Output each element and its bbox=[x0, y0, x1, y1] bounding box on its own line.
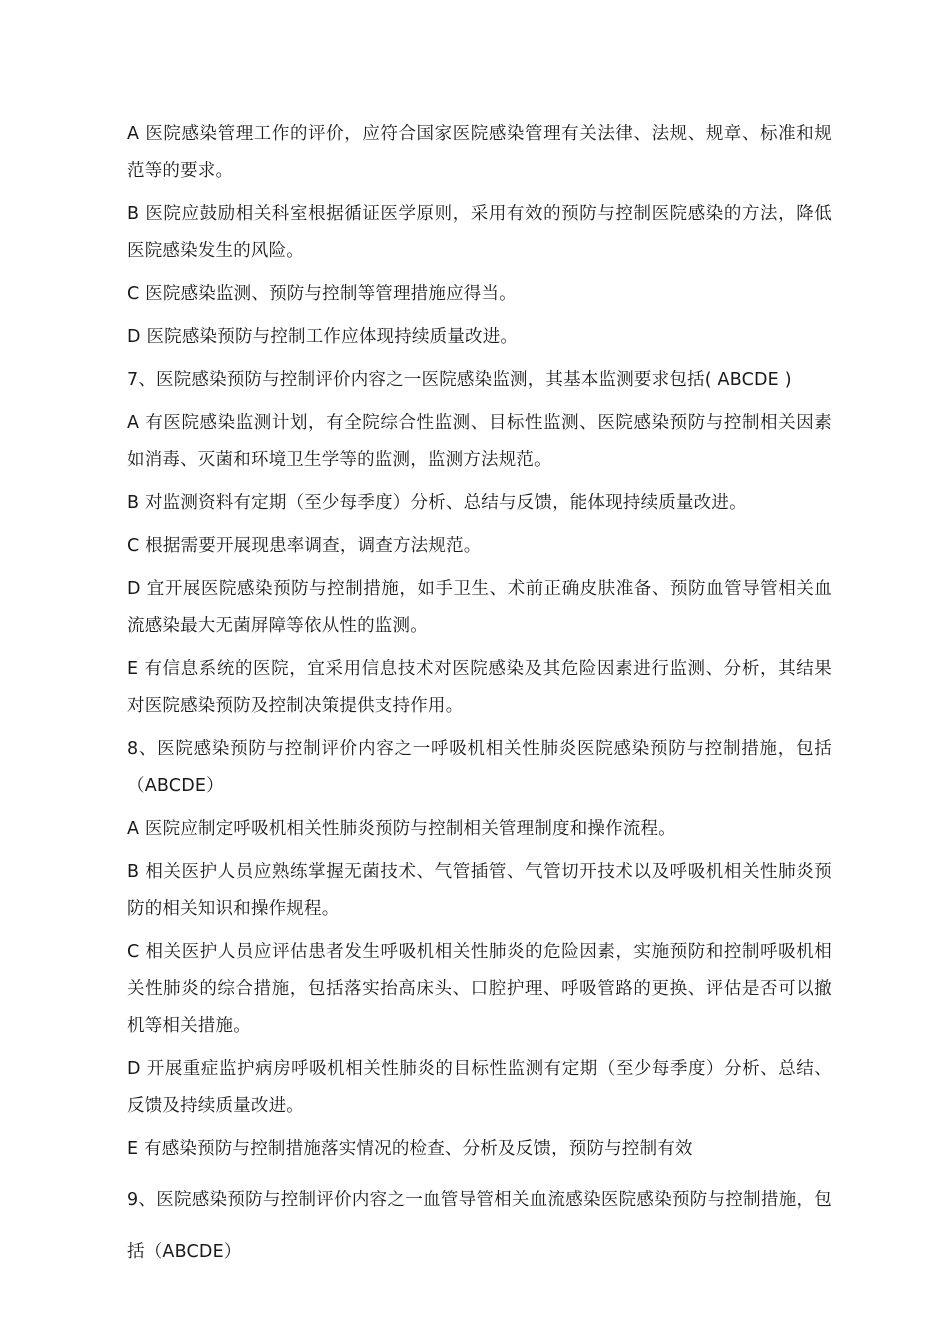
q8-option-d: D 开展重症监护病房呼吸机相关性肺炎的目标性监测有定期（至少每季度）分析、总结、反馈及持续质量改进。 bbox=[127, 1059, 832, 1116]
q8-option-b: B 相关医护人员应熟练掌握无菌技术、气管插管、气管切开技术以及呼吸机相关性肺炎预防的相关知识和操作规程。 bbox=[127, 862, 832, 919]
q7-option-a: A 有医院感染监测计划，有全院综合性监测、目标性监测、医院感染预防与控制相关因素如消毒、灭菌和环境卫生学等的监测，监测方法规范。 bbox=[127, 413, 832, 470]
q7-option-b: B 对监测资料有定期（至少每季度）分析、总结与反馈，能体现持续质量改进。 bbox=[127, 493, 747, 513]
q8-option-c: C 相关医护人员应评估患者发生呼吸机相关性肺炎的危险因素，实施预防和控制呼吸机相关性肺炎的综合措施，包括落实抬高床头、口腔护理、呼吸管路的更换、评估是否可以撤机等相关措施。 bbox=[127, 942, 832, 1036]
q8-option-a: A 医院应制定呼吸机相关性肺炎预防与控制相关管理制度和操作流程。 bbox=[127, 819, 676, 839]
q7-option-e: E 有信息系统的医院，宜采用信息技术对医院感染及其危险因素进行监测、分析，其结果对医院感染预防及控制决策提供支持作用。 bbox=[127, 659, 832, 716]
paragraph-b-evidence-based: B 医院应鼓励相关科室根据循证医学原则，采用有效的预防与控制医院感染的方法，降低医院感染发生的风险。 bbox=[127, 204, 832, 261]
paragraph-c-management-measures: C 医院感染监测、预防与控制等管理措施应得当。 bbox=[127, 284, 517, 304]
question-9-heading: 9、医院感染预防与控制评价内容之一血管导管相关血流感染医院感染预防与控制措施，包括（ABCDE） bbox=[127, 1190, 832, 1262]
paragraph-d-quality-improvement: D 医院感染预防与控制工作应体现持续质量改进。 bbox=[127, 327, 519, 347]
q7-option-c: C 根据需要开展现患率调查，调查方法规范。 bbox=[127, 536, 482, 556]
question-7-heading: 7、医院感染预防与控制评价内容之一医院感染监测，其基本监测要求包括( ABCDE ) bbox=[127, 370, 792, 390]
paragraph-a-management-evaluation: A 医院感染管理工作的评价，应符合国家医院感染管理有关法律、法规、规章、标准和规范等的要求。 bbox=[127, 124, 832, 181]
q7-option-d: D 宜开展医院感染预防与控制措施，如手卫生、术前正确皮肤准备、预防血管导管相关血流感染最大无菌屏障等依从性的监测。 bbox=[127, 579, 832, 636]
q8-option-e: E 有感染预防与控制措施落实情况的检查、分析及反馈，预防与控制有效 bbox=[127, 1139, 693, 1159]
question-8-heading: 8、医院感染预防与控制评价内容之一呼吸机相关性肺炎医院感染预防与控制措施，包括（ABCDE） bbox=[127, 739, 832, 796]
